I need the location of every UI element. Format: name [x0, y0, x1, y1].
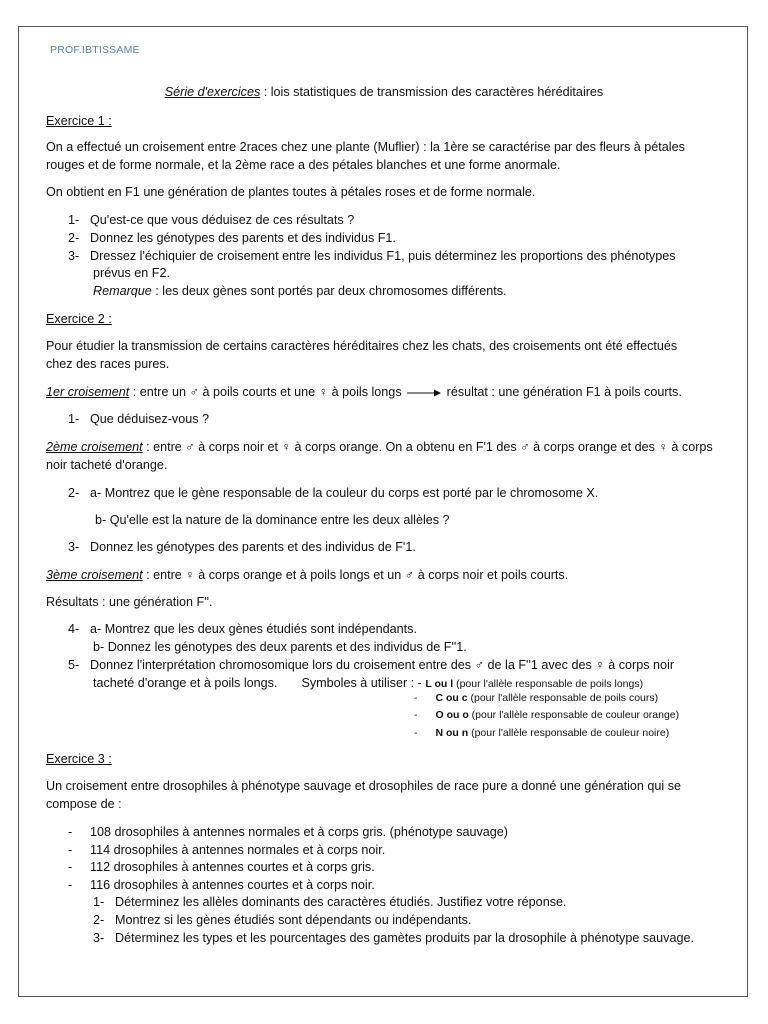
title-prefix: Série d'exercices [164, 85, 261, 99]
ex3-result-3: - 112 drosophiles à antennes courtes et à corps gris. [68, 860, 375, 874]
ex1-paragraph-1a: On a effectué un croisement entre 2races chez une plante (Muflier) : la 1ère se caractérise par des fleurs à pétales [46, 140, 685, 154]
exercise-1-heading: Exercice 1 : [46, 114, 112, 128]
ex3-question-1: 1- Déterminez les allèles dominants des caractères étudiés. Justifiez votre réponse. [93, 895, 567, 909]
ex2-question-5a: 5- Donnez l'interprétation chromosomique lors du croisement entre des ♂ de la F''1 avec des ♀ à corps noir [68, 658, 675, 672]
symbol-3: - O ou o (pour l'allèle responsable de couleur orange) [414, 709, 680, 721]
ex1-remark: Remarque : les deux gènes sont portés par deux chromosomes différents. [93, 284, 507, 298]
ex3-result-1: - 108 drosophiles à antennes normales et à corps gris. (phénotype sauvage) [68, 825, 508, 839]
symbol-2: - C ou c (pour l'allèle responsable de poils cours) [414, 692, 659, 704]
ex2-results: Résultats : une génération F''. [46, 595, 213, 609]
ex2-question-2a: 2- a- Montrez que le gène responsable de la couleur du corps est porté par le chromosome X. [68, 486, 599, 500]
ex1-question-2: 2- Donnez les génotypes des parents et des individus F1. [68, 231, 396, 245]
ex1-paragraph-2: On obtient en F1 une génération de plantes toutes à pétales roses et de forme normale. [46, 185, 536, 199]
document-title [0, 84, 768, 101]
ex3-question-3: 3- Déterminez les types et les pourcentages des gamètes produits par la drosophile à phénotype sauvage. [93, 931, 694, 945]
ex1-question-3: 3- Dressez l'échiquier de croisement entre les individus F1, puis déterminez les proportions des phénotypes [68, 249, 676, 263]
ex1-question-3-cont: prévus en F2. [93, 266, 171, 280]
ex2-intro-b: chez des races pures. [46, 357, 170, 371]
ex2-cross-2a: 2ème croisement : entre ♂ à corps noir et ♀ à corps orange. On a obtenu en F'1 des ♂ à corps orange et des ♀ à corps [46, 440, 713, 454]
ex3-result-4: - 116 drosophiles à antennes courtes et à corps noir. [68, 878, 375, 892]
ex2-cross-1: 1er croisement : entre un ♂ à poils courts et une ♀ à poils longs résultat : une génération F1 à poils courts. [46, 385, 682, 399]
ex2-cross-2b: noir tacheté d'orange. [46, 458, 168, 472]
ex3-question-2: 2- Montrez si les gènes étudiés sont dépendants ou indépendants. [93, 913, 472, 927]
title-rest: : lois statistiques de transmission des caractères héréditaires [260, 85, 604, 99]
ex1-question-1: 1- Qu'est-ce que vous déduisez de ces résultats ? [68, 213, 355, 227]
ex3-intro-a: Un croisement entre drosophiles à phénotype sauvage et drosophiles de race pure a donné une génération qui se [46, 779, 682, 793]
ex1-paragraph-1b: rouges et de forme normale, et la 2ème race a des pétales blanches et une forme anormale. [46, 158, 561, 172]
ex3-result-2: - 114 drosophiles à antennes normales et à corps noir. [68, 843, 386, 857]
ex2-intro-a: Pour étudier la transmission de certains caractères héréditaires chez les chats, des croisements ont été effectués [46, 339, 678, 353]
ex2-question-4a: 4- a- Montrez que les deux gènes étudiés sont indépendants. [68, 622, 417, 636]
ex2-question-1: 1- Que déduisez-vous ? [68, 412, 210, 426]
exercise-3-heading: Exercice 3 : [46, 752, 112, 766]
ex2-question-2b: b- Qu'elle est la nature de la dominance entre les deux allèles ? [95, 513, 450, 527]
symbol-4: - N ou n (pour l'allèle responsable de couleur noire) [414, 727, 670, 739]
ex2-question-4b: b- Donnez les génotypes des deux parents et des individus de F''1. [93, 640, 467, 654]
author-header: PROF.IBTISSAME [50, 44, 140, 56]
exercise-2-heading: Exercice 2 : [46, 312, 112, 326]
ex3-intro-b: compose de : [46, 797, 122, 811]
arrow-right-icon [407, 388, 441, 398]
ex2-question-3: 3- Donnez les génotypes des parents et des individus de F'1. [68, 540, 416, 554]
ex2-cross-3: 3ème croisement : entre ♀ à corps orange et à poils longs et un ♂ à corps noir et poils courts. [46, 568, 569, 582]
ex2-question-5b: tacheté d'orange et à poils longs. Symboles à utiliser : - L ou l (pour l'allèle responsable de poils longs) [93, 676, 644, 690]
